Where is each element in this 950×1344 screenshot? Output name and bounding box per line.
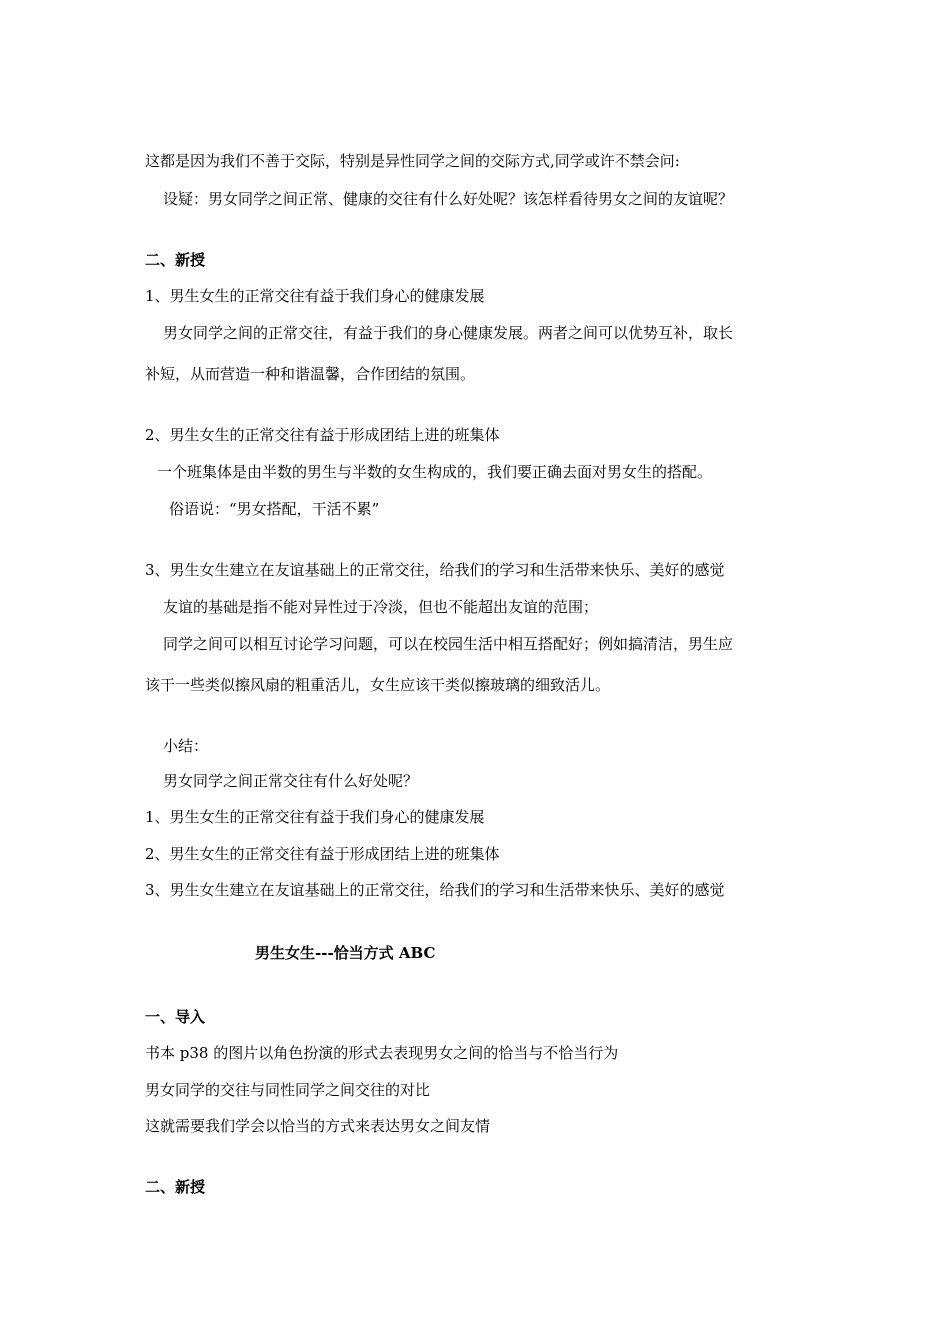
lesson-title: 男生女生---恰当方式 ABC bbox=[255, 944, 436, 962]
point-1-title: 1、男生女生的正常交往有益于我们身心的健康发展 bbox=[145, 287, 485, 305]
intro-heading: 一、导入 bbox=[145, 1008, 206, 1026]
summary-item-1: 1、男生女生的正常交往有益于我们身心的健康发展 bbox=[145, 808, 485, 826]
intro-line-1: 书本 p38 的图片以角色扮演的形式去表现男女之间的恰当与不恰当行为 bbox=[145, 1044, 619, 1062]
point-2-body-line-1: 一个班集体是由半数的男生与半数的女生构成的，我们要正确去面对男女生的搭配。 bbox=[157, 463, 713, 481]
intro-paragraph: 这都是因为我们不善于交际，特别是异性同学之间的交际方式,同学或许不禁会问: bbox=[145, 152, 680, 170]
point-2-title: 2、男生女生的正常交往有益于形成团结上进的班集体 bbox=[145, 426, 500, 444]
point-1-body-line-1: 男女同学之间的正常交往，有益于我们的身心健康发展。两者之间可以优势互补，取长 bbox=[163, 324, 734, 342]
intro-line-3: 这就需要我们学会以恰当的方式来表达男女之间友情 bbox=[145, 1117, 491, 1135]
point-1-body-line-2: 补短，从而营造一种和谐温馨，合作团结的氛围。 bbox=[145, 365, 476, 383]
point-3-body-line-2: 同学之间可以相互讨论学习问题，可以在校园生活中相互搭配好；例如搞清洁，男生应 bbox=[163, 635, 734, 653]
question-paragraph: 设疑：男女同学之间正常、健康的交往有什么好处呢？该怎样看待男女之间的友谊呢？ bbox=[163, 190, 734, 208]
intro-line-2: 男女同学的交往与同性同学之间交往的对比 bbox=[145, 1081, 431, 1099]
point-2-proverb: 俗语说：“男女搭配，干活不累” bbox=[169, 500, 380, 518]
point-3-body-line-1: 友谊的基础是指不能对异性过于冷淡，但也不能超出友谊的范围； bbox=[163, 598, 599, 616]
summary-question: 男女同学之间正常交往有什么好处呢？ bbox=[163, 772, 419, 790]
summary-item-2: 2、男生女生的正常交往有益于形成团结上进的班集体 bbox=[145, 845, 500, 863]
new-lesson-heading: 二、新授 bbox=[145, 251, 206, 269]
point-3-body-line-3: 该干一些类似擦风扇的粗重活儿，女生应该干类似擦玻璃的细致活儿。 bbox=[145, 676, 611, 694]
summary-item-3: 3、男生女生建立在友谊基础上的正常交往，给我们的学习和生活带来快乐、美好的感觉 bbox=[145, 881, 725, 899]
summary-label: 小结： bbox=[163, 737, 209, 755]
point-3-title: 3、男生女生建立在友谊基础上的正常交往，给我们的学习和生活带来快乐、美好的感觉 bbox=[145, 561, 725, 579]
new-lesson-heading-2: 二、新授 bbox=[145, 1178, 206, 1196]
